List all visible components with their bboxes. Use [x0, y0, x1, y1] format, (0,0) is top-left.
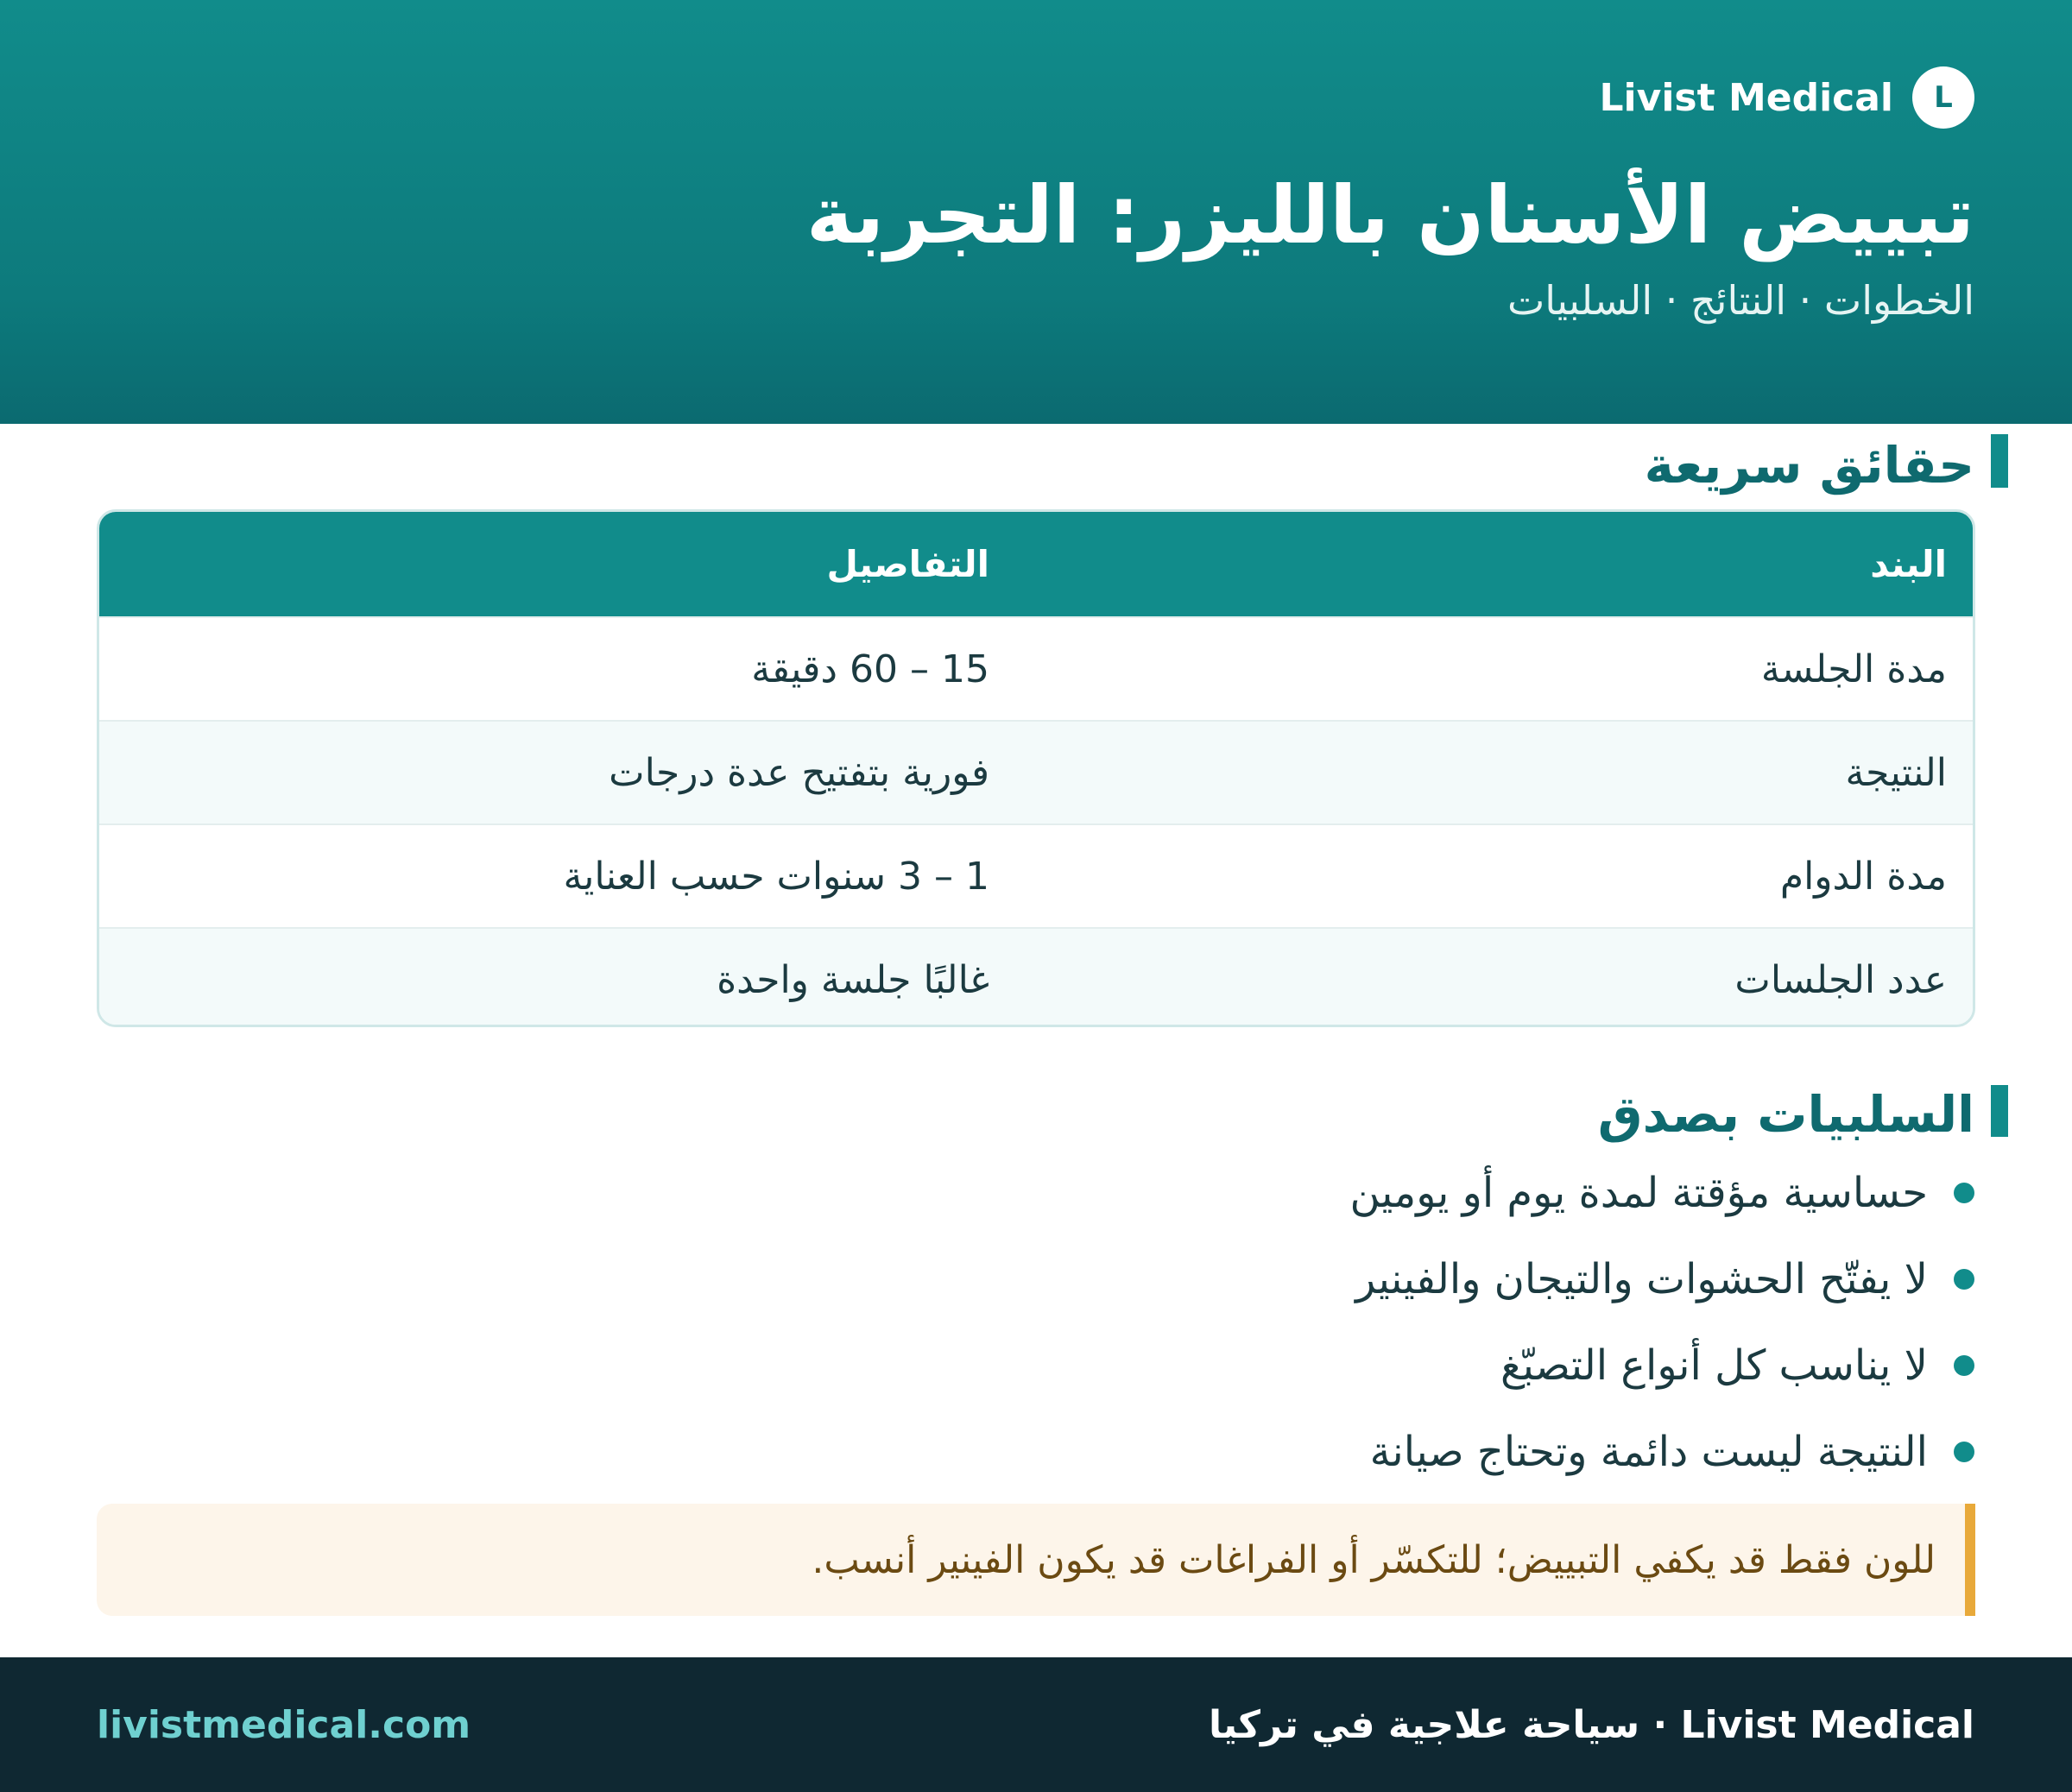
- footer: [0, 1657, 2072, 1792]
- brand-name: Livist Medical: [1599, 75, 1893, 120]
- table-row: [99, 616, 1973, 720]
- list-item-text: لا يناسب كل أنواع التصبّغ: [1500, 1341, 1928, 1390]
- brand-logo-icon: L: [1912, 66, 1974, 129]
- section-accent-bar: [1991, 434, 2008, 488]
- section-title-cons: السلبيات بصدق: [1597, 1085, 1974, 1144]
- bullet-icon: [1954, 1442, 1974, 1462]
- column-header-details: التفاصيل: [826, 543, 989, 585]
- section-accent-bar: [1991, 1085, 2008, 1137]
- list-item: [1349, 1322, 1974, 1409]
- list-item-text: لا يفتّح الحشوات والتيجان والفينير: [1355, 1255, 1928, 1303]
- footer-website-link[interactable]: livistmedical.com: [97, 1702, 471, 1747]
- table-cell-details: 15 – 60 دقيقة: [751, 647, 989, 691]
- table-row: [99, 823, 1973, 927]
- bullet-icon: [1954, 1355, 1974, 1376]
- table-cell-item: مدة الجلسة: [1760, 647, 1947, 691]
- table-cell-item: عدد الجلسات: [1734, 957, 1947, 1002]
- table-row: [99, 927, 1973, 1027]
- list-item: [1349, 1236, 1974, 1322]
- section-title-facts: حقائق سريعة: [1644, 436, 1974, 495]
- table-cell-details: 1 – 3 سنوات حسب العناية: [563, 854, 989, 899]
- table-row: [99, 720, 1973, 823]
- page-subtitle: الخطوات · النتائج · السلبيات: [1507, 277, 1974, 324]
- list-item: [1349, 1409, 1974, 1495]
- footer-tagline: Livist Medical · سياحة علاجية في تركيا: [1208, 1702, 1974, 1747]
- table-cell-details: غالبًا جلسة واحدة: [717, 957, 989, 1002]
- table-cell-item: النتيجة: [1845, 750, 1947, 795]
- list-item-text: حساسية مؤقتة لمدة يوم أو يومين: [1349, 1169, 1928, 1217]
- note-callout: [97, 1504, 1975, 1616]
- facts-table: [97, 509, 1975, 1027]
- page-title: تبييض الأسنان بالليزر: التجربة: [805, 169, 1974, 262]
- bullet-icon: [1954, 1183, 1974, 1203]
- table-header: [99, 512, 1973, 616]
- note-text: للون فقط قد يكفي التبييض؛ للتكسّر أو الفراغات قد يكون الفينير أنسب.: [812, 1537, 1936, 1582]
- table-cell-details: فورية بتفتيح عدة درجات: [609, 750, 989, 795]
- column-header-item: البند: [1870, 543, 1947, 585]
- list-item-text: النتيجة ليست دائمة وتحتاج صيانة: [1369, 1428, 1928, 1476]
- header-banner: [0, 0, 2072, 424]
- list-item: [1349, 1150, 1974, 1236]
- cons-list: [1349, 1150, 1974, 1495]
- table-cell-item: مدة الدوام: [1779, 854, 1947, 899]
- bullet-icon: [1954, 1269, 1974, 1290]
- brand: [1600, 66, 1974, 129]
